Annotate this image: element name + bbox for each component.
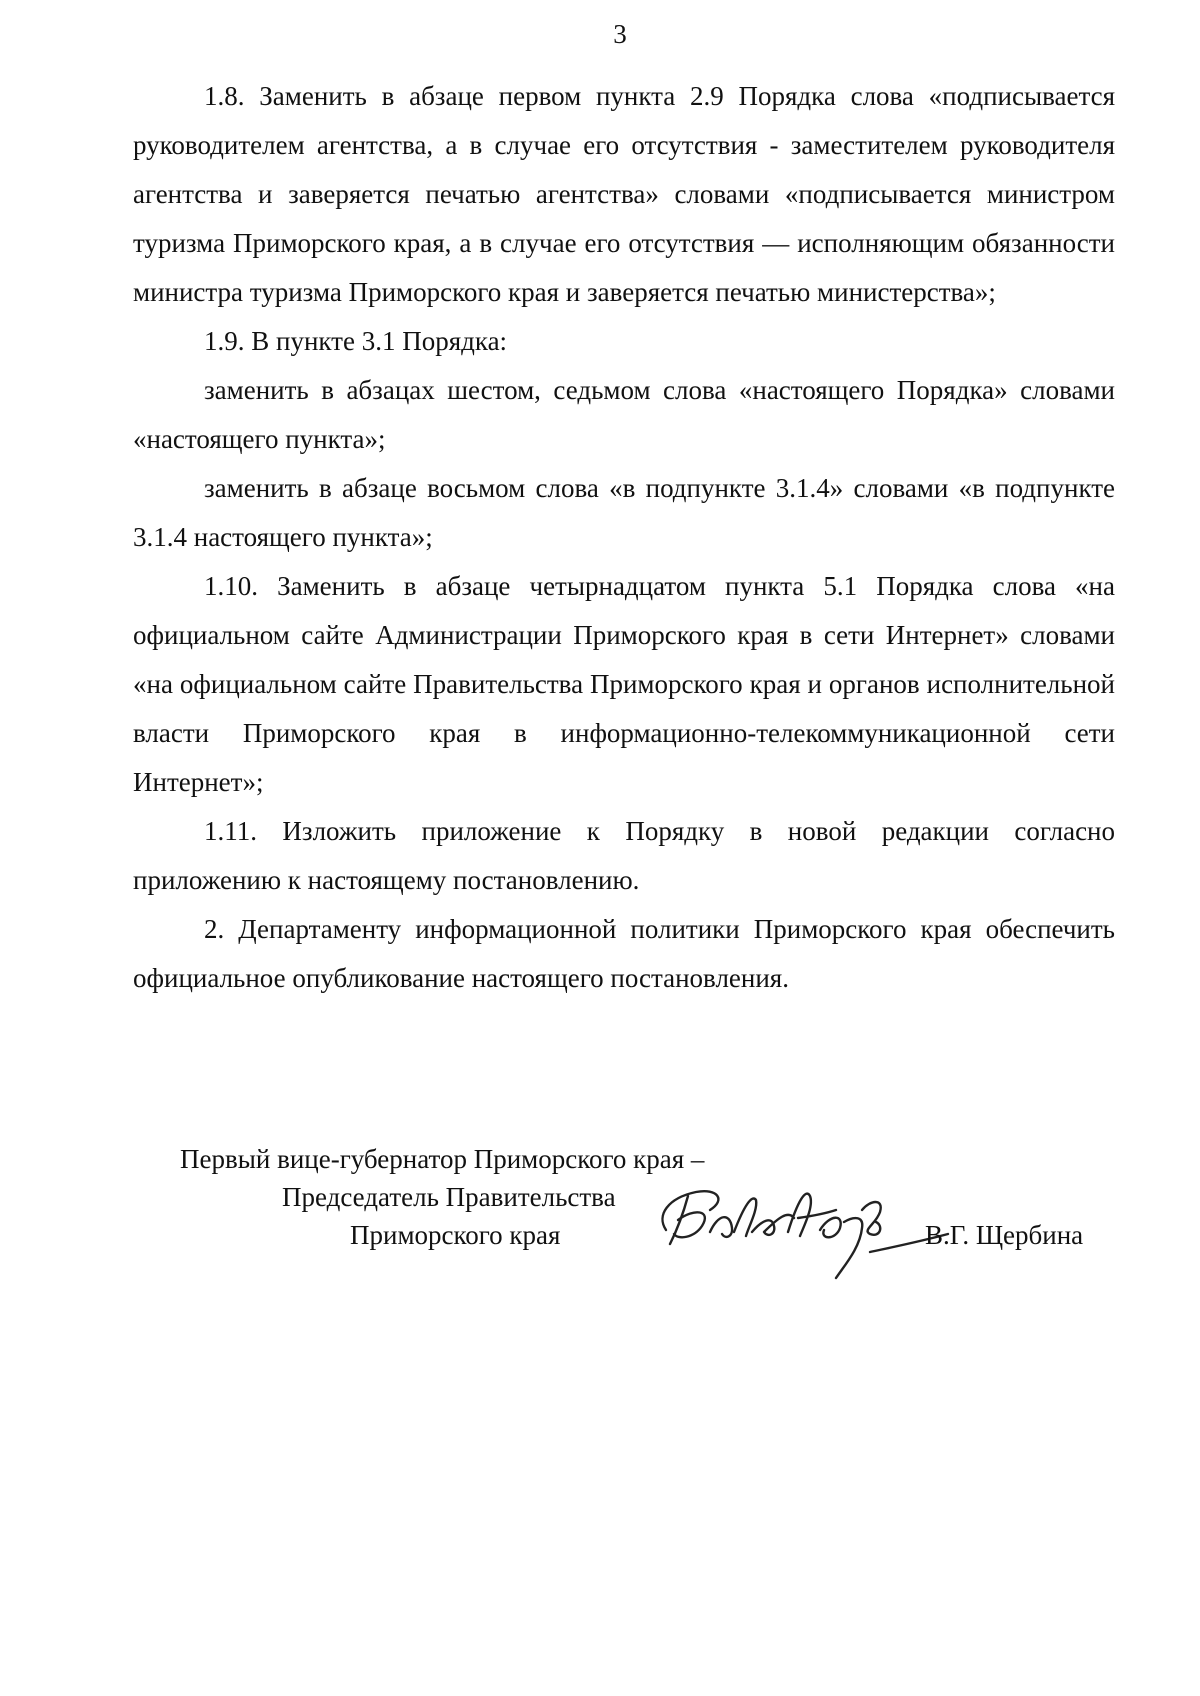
document-body bbox=[133, 72, 1115, 1003]
page-number: 3 bbox=[613, 19, 627, 49]
paragraph-1-9-a: заменить в абзацах шестом, седьмом слова «настоящего Порядка» словами «настоящего пункта»; bbox=[133, 375, 1115, 454]
paragraph-1-8: 1.8. Заменить в абзаце первом пункта 2.9 Порядка слова «подписывается руководителем агентства, а в случае его отсутствия - заместителем руководителя агентства и заверяется печатью агентства» словами «подписывается министром туризма Приморского края, а в случае его отсутствия — исполняющим обязанности министра туризма Приморского края и заверяется печатью министерства»; bbox=[133, 81, 1115, 307]
signatory-position-line-3: Приморского края bbox=[350, 1220, 561, 1250]
paragraph-1-10: 1.10. Заменить в абзаце четырнадцатом пункта 5.1 Порядка слова «на официальном сайте Администрации Приморского края в сети Интернет» словами «на официальном сайте Правительства Приморского края и органов исполнительной власти Приморского края в информационно-телекоммуникационной сети Интернет»; bbox=[133, 571, 1115, 797]
signatory-position-line-1: Первый вице-губернатор Приморского края – bbox=[180, 1144, 705, 1174]
paragraph-1-9: 1.9. В пункте 3.1 Порядка: bbox=[204, 326, 508, 356]
signature-block bbox=[0, 1140, 1200, 1260]
paragraph-1-9-b: заменить в абзаце восьмом слова «в подпункте 3.1.4» словами «в подпункте 3.1.4 настоящего пункта»; bbox=[133, 473, 1115, 552]
signatory-position-line-2: Председатель Правительства bbox=[282, 1182, 616, 1212]
signatory-name: В.Г. Щербина bbox=[925, 1220, 1084, 1250]
paragraph-2: 2. Департаменту информационной политики Приморского края обеспечить официальное опубликование настоящего постановления. bbox=[133, 914, 1115, 993]
paragraph-1-11: 1.11. Изложить приложение к Порядку в новой редакции согласно приложению к настоящему постановлению. bbox=[133, 816, 1115, 895]
